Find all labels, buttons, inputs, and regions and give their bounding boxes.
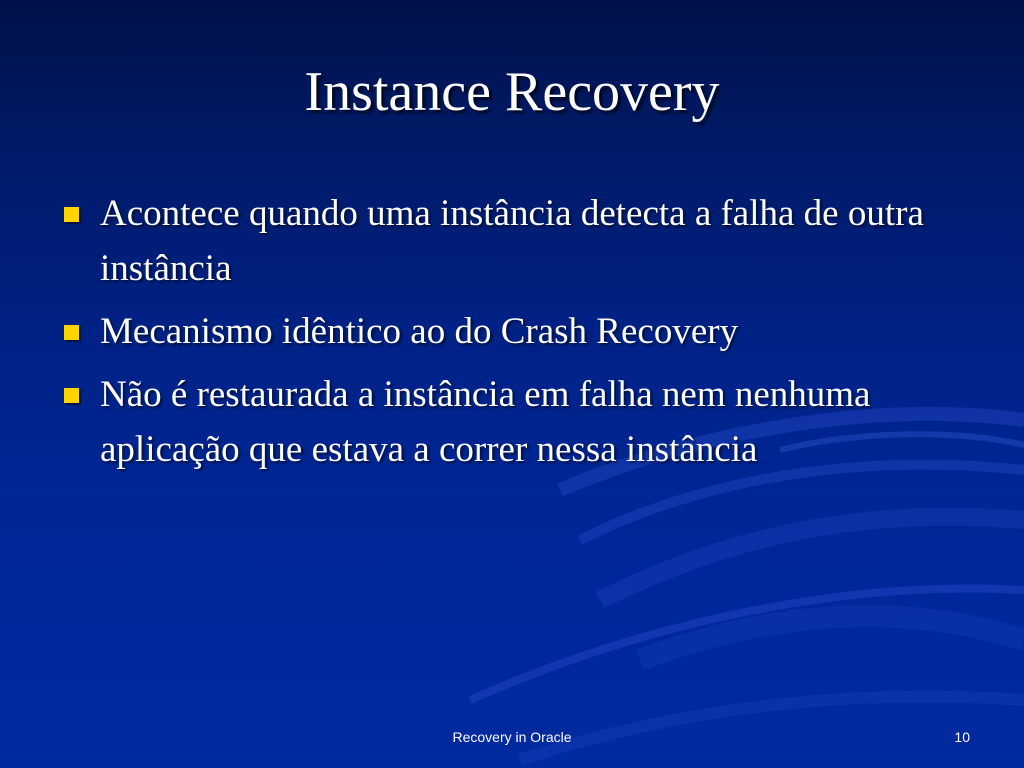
square-bullet-icon	[64, 388, 79, 403]
bullet-text: Acontece quando uma instância detecta a falha de outra instância	[100, 193, 924, 289]
footer-title: Recovery in Oracle	[452, 729, 572, 745]
slide-title: Instance Recovery	[304, 61, 720, 123]
page-number: 10	[954, 729, 970, 745]
square-bullet-icon	[64, 207, 79, 222]
bullet-text: Mecanismo idêntico ao do Crash Recovery	[100, 311, 739, 352]
bullet-list	[60, 186, 940, 485]
bullet-item	[60, 186, 940, 296]
bullet-text: Não é restaurada a instância em falha nem nenhuma aplicação que estava a correr nessa instância	[100, 374, 871, 470]
bullet-item	[60, 367, 940, 477]
bullet-item	[60, 304, 940, 359]
square-bullet-icon	[64, 325, 79, 340]
